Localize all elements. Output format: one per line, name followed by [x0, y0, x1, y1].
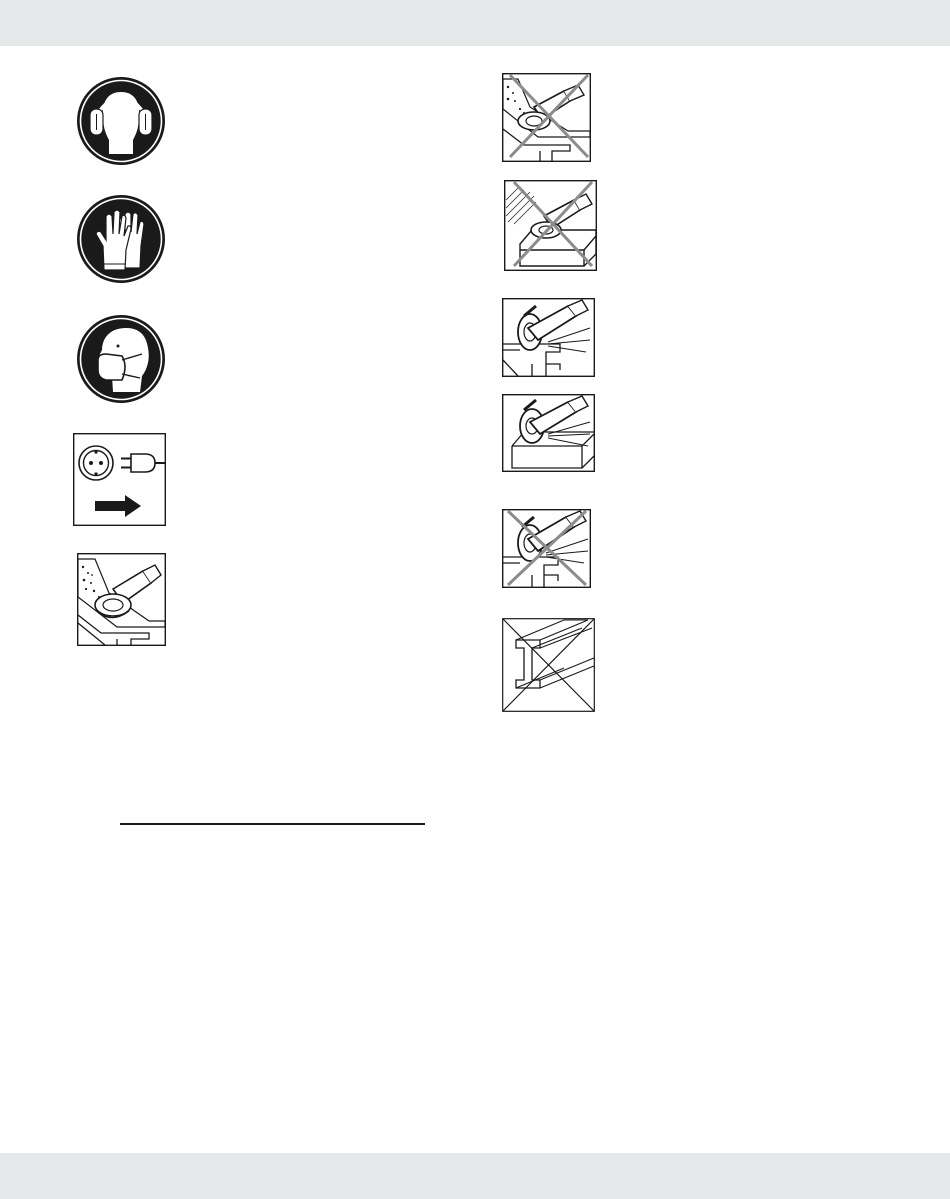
ear-protection-icon — [76, 76, 166, 166]
no-steel-beam-icon — [502, 618, 595, 712]
cutting-wrong-icon — [502, 509, 591, 588]
gloves-icon — [76, 194, 166, 284]
dust-mask-icon — [76, 314, 166, 404]
grinder-wrong-usage-icon — [502, 73, 591, 162]
cutting-block-icon — [502, 394, 595, 472]
top-margin-band — [0, 0, 950, 46]
unplug-icon — [73, 433, 166, 526]
grinder-correct-angle-icon — [77, 553, 166, 646]
cutting-beam-icon — [502, 298, 595, 377]
grinder-wrong-surface-icon — [504, 180, 597, 271]
bottom-margin-band — [0, 1153, 950, 1199]
section-divider-line — [120, 823, 425, 825]
